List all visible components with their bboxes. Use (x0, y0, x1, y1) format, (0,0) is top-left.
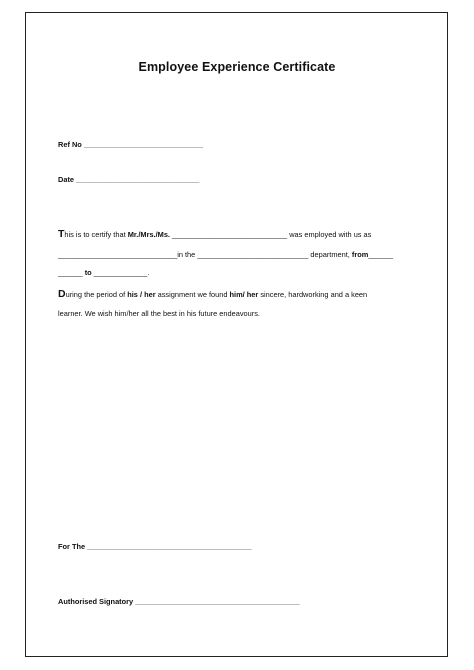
signature-blank: ________________________________________ (133, 597, 300, 606)
department-blank: ___________________________ (197, 250, 309, 259)
department-text: department, (308, 250, 352, 259)
document-page (25, 12, 448, 657)
paragraph-1-prefix: his is to certify that (64, 230, 128, 239)
from-label: from (351, 250, 369, 259)
to-date-blank: _____________ (91, 268, 148, 277)
ref-no-line (58, 140, 203, 150)
designation-blank: _____________________________ (58, 250, 178, 259)
ref-no-blank: _____________________________ (83, 140, 204, 149)
for-the-line (58, 542, 252, 552)
paragraph-1-line-3 (58, 268, 149, 278)
employee-name-blank: ____________________________ (170, 230, 288, 239)
for-the-label: For The (58, 542, 86, 551)
for-the-blank: ________________________________________ (85, 542, 252, 551)
paragraph-2-mid: assignment we found (155, 290, 230, 299)
paragraph-1-suffix: was employed with us as (287, 230, 372, 239)
paragraph-1-dropcap: T (58, 228, 65, 240)
from-blank: ______ (368, 250, 393, 259)
date-line (58, 175, 199, 185)
paragraph-2-dropcap: D (58, 288, 66, 300)
paragraph-2-suffix: sincere, hardworking and a keen (258, 290, 368, 299)
authorised-signatory-line (58, 597, 300, 607)
his-her-text: his / her (127, 290, 156, 299)
paragraph-2-line-1 (58, 289, 367, 300)
paragraph-2-line-2: learner. We wish him/her all the best in his future endeavours. (58, 309, 260, 318)
date-blank: ______________________________ (76, 175, 200, 184)
authorised-signatory-label: Authorised Signatory (58, 597, 134, 606)
paragraph-1-line-2 (58, 250, 393, 260)
from-date-blank: ______ (58, 268, 83, 277)
paragraph-1-line-1 (58, 229, 371, 240)
paragraph-2-prefix: uring the period of (65, 290, 128, 299)
in-the-text: in the (177, 250, 198, 259)
ref-no-label: Ref No (58, 140, 82, 149)
date-label: Date (58, 175, 75, 184)
him-her-text: him/ her (229, 290, 259, 299)
period-mark: . (147, 268, 150, 277)
document-title: Employee Experience Certificate (138, 60, 336, 74)
to-label: to (82, 268, 92, 277)
honorific-text: Mr./Mrs./Ms. (127, 230, 170, 239)
